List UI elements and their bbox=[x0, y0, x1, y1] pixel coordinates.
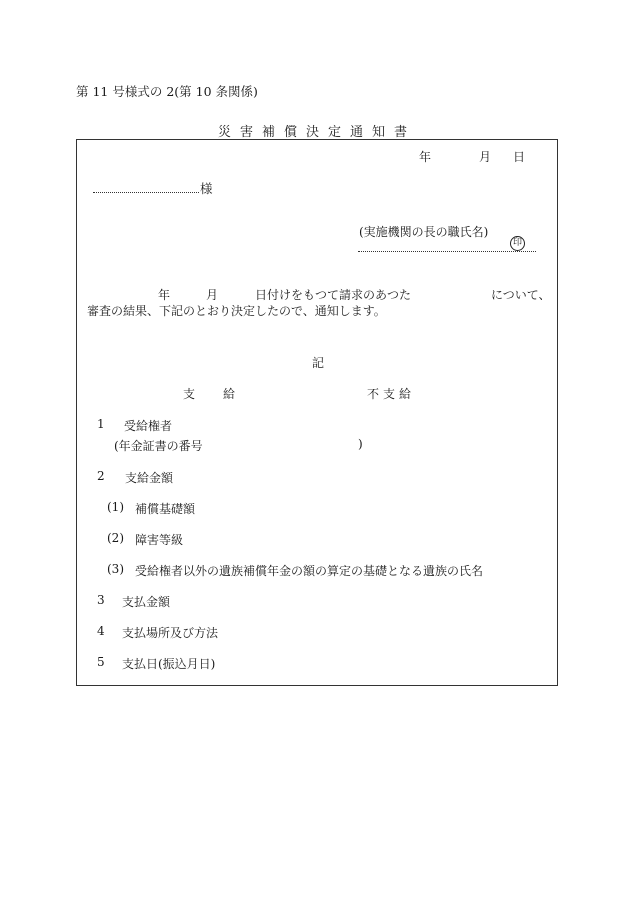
item-5-label: 支払日(振込月日) bbox=[122, 657, 216, 671]
subitem-1-number: (1) bbox=[107, 500, 124, 514]
ki-heading: 記 bbox=[312, 356, 325, 370]
date-year-label: 年 bbox=[419, 150, 432, 164]
addressee-blank-line bbox=[93, 180, 199, 193]
pension-number-open: (年金証書の番号 bbox=[114, 439, 203, 453]
option-pay: 支給 bbox=[183, 387, 264, 401]
body-text-middle: 日付けをもつて請求のあつた bbox=[255, 288, 412, 302]
item-4-number: 4 bbox=[97, 624, 105, 638]
body-month-label: 月 bbox=[206, 288, 219, 302]
item-1-label: 受給権者 bbox=[124, 419, 173, 433]
item-5-number: 5 bbox=[97, 655, 105, 669]
subitem-2-label: 障害等級 bbox=[135, 533, 184, 547]
official-name-label: (実施機関の長の職氏名) bbox=[359, 225, 489, 239]
item-1-number: 1 bbox=[97, 417, 105, 431]
item-2-number: 2 bbox=[97, 469, 105, 483]
subitem-3-number: (3) bbox=[107, 562, 124, 576]
option-nopay: 不支給 bbox=[367, 387, 416, 401]
subitem-1-label: 補償基礎額 bbox=[135, 502, 196, 516]
addressee-honorific: 様 bbox=[200, 181, 213, 196]
body-text-tail: について、 bbox=[491, 288, 551, 302]
item-2-label: 支給金額 bbox=[125, 471, 174, 485]
body-year-label: 年 bbox=[158, 288, 171, 302]
item-3-number: 3 bbox=[97, 593, 105, 607]
date-month-label: 月 bbox=[479, 150, 492, 164]
form-number-label: 第 11 号様式の 2(第 10 条関係) bbox=[76, 84, 258, 99]
document-title: 災害補償決定通知書 bbox=[217, 125, 416, 140]
subitem-3-label: 受給権者以外の遺族補償年金の額の算定の基礎となる遺族の氏名 bbox=[135, 564, 484, 578]
body-text-line2: 審査の結果、下記のとおり決定したので、通知します。 bbox=[87, 304, 386, 318]
seal-icon: 印 bbox=[510, 236, 525, 251]
date-day-label: 日 bbox=[513, 150, 526, 164]
item-4-label: 支払場所及び方法 bbox=[122, 626, 219, 640]
subitem-2-number: (2) bbox=[107, 531, 124, 545]
pension-number-close: ) bbox=[358, 437, 363, 451]
item-3-label: 支払金額 bbox=[122, 595, 171, 609]
